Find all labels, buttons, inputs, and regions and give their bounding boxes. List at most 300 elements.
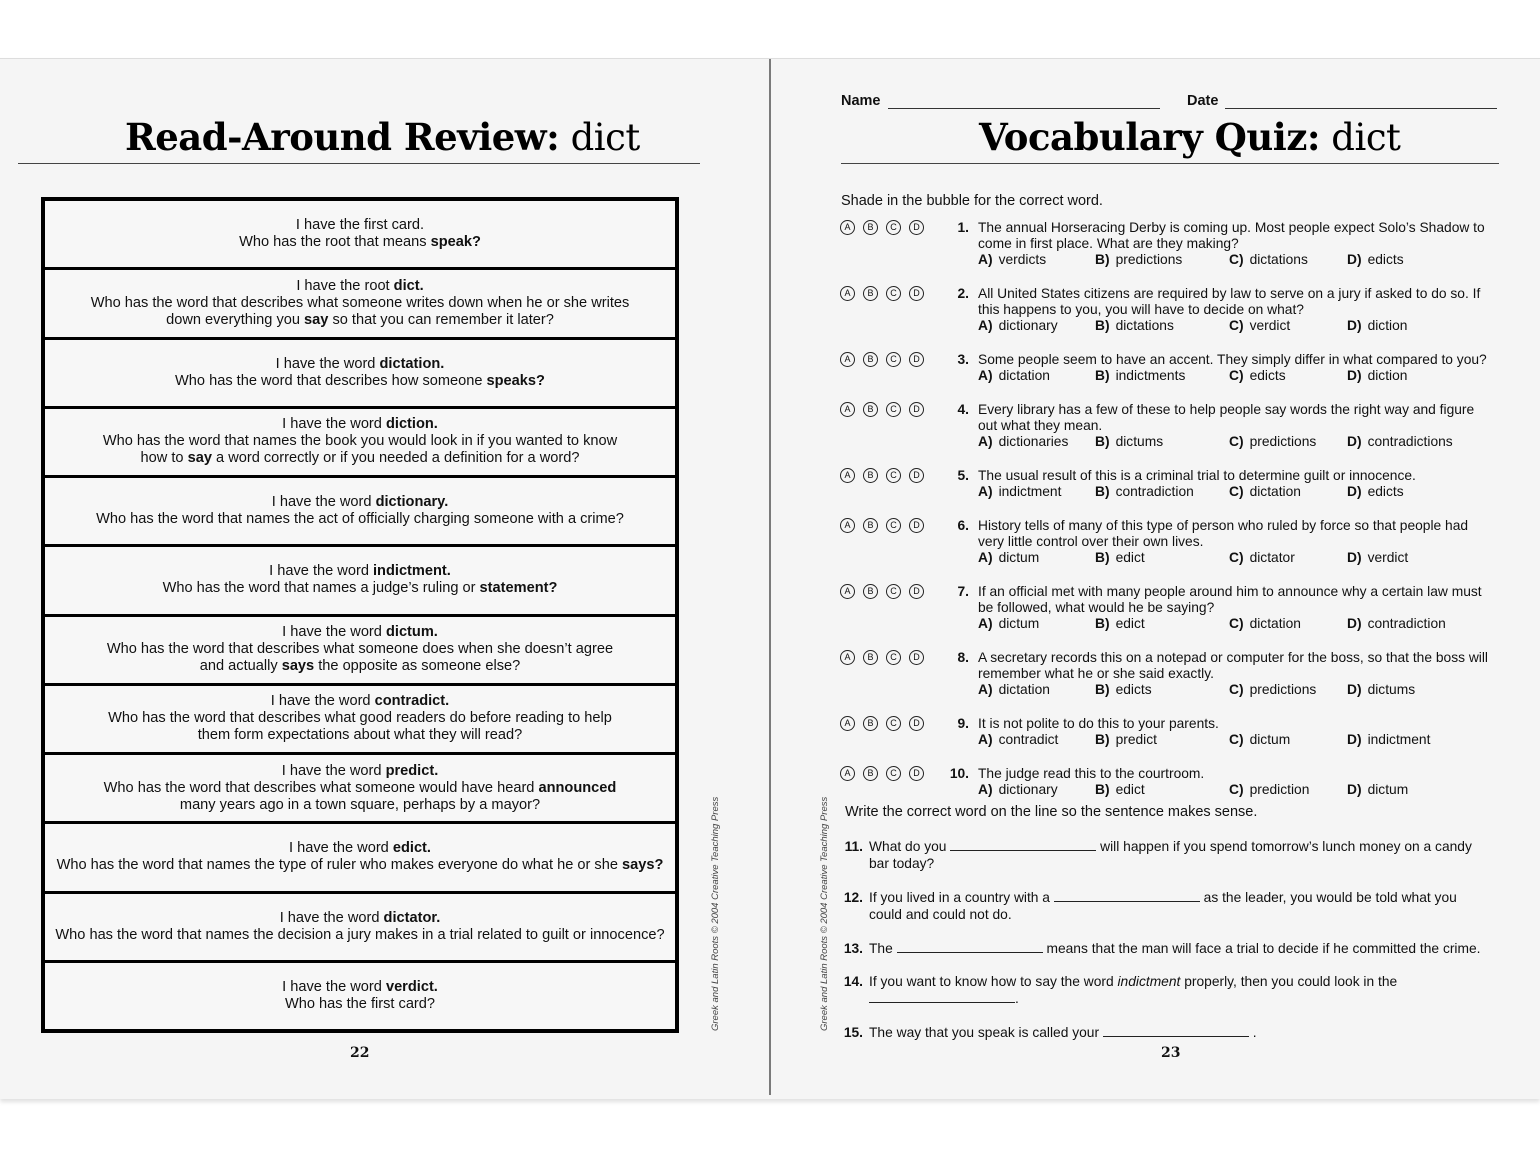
answer-blank[interactable]	[897, 940, 1043, 953]
option-word: edicts	[1249, 368, 1286, 383]
answer-option	[1347, 318, 1407, 334]
card-line	[108, 710, 612, 727]
fill-text-before: What do you	[869, 839, 947, 854]
card-line	[163, 580, 558, 597]
option-letter: D)	[1347, 732, 1362, 747]
fill-text	[869, 1024, 1489, 1041]
option-letter: D)	[1347, 434, 1362, 449]
read-around-card	[45, 894, 675, 960]
question-text: It is not polite to do this to your parents.	[978, 716, 1219, 731]
card-line	[166, 312, 554, 329]
answer-bubble[interactable]: B	[863, 716, 878, 731]
option-word: edict	[1115, 782, 1145, 797]
option-word: contradictions	[1367, 434, 1453, 449]
option-letter: B)	[1095, 484, 1110, 499]
fill-text	[869, 940, 1489, 957]
answer-bubble[interactable]: A	[840, 286, 855, 301]
option-word: dictum	[1249, 732, 1291, 747]
option-word: indictments	[1115, 368, 1186, 383]
card-keyword: announced	[538, 779, 617, 796]
answer-bubble[interactable]: D	[909, 518, 924, 533]
quiz-question	[771, 461, 1540, 511]
answer-bubble[interactable]: B	[863, 286, 878, 301]
right-page	[771, 59, 1540, 1099]
answer-option	[1229, 550, 1295, 566]
question-text: A secretary records this on a notepad or computer for the boss, so that the boss will remember what he or she said exactly.	[978, 650, 1488, 681]
option-word: dictations	[1249, 252, 1308, 267]
answer-option	[1095, 732, 1157, 748]
question-text: The judge read this to the courtroom.	[978, 766, 1205, 781]
option-word: predictions	[1249, 434, 1317, 449]
answer-bubble[interactable]: C	[886, 518, 901, 533]
answer-bubble[interactable]: C	[886, 286, 901, 301]
page-number-left: 22	[350, 1045, 370, 1061]
right-title-root: dict	[1331, 116, 1401, 159]
card-line	[107, 641, 613, 658]
fill-text-before: The	[869, 941, 893, 956]
card-line	[96, 511, 624, 528]
fill-text-after: means that the man will face a trial to decide if he committed the crime.	[1046, 941, 1481, 956]
answer-bubble[interactable]: C	[886, 352, 901, 367]
option-word: contradiction	[1115, 484, 1194, 499]
option-letter: C)	[1229, 550, 1244, 565]
answer-bubbles	[840, 286, 924, 301]
answer-bubbles	[840, 766, 924, 781]
read-around-card	[45, 824, 675, 890]
right-title-bold: Vocabulary Quiz:	[979, 115, 1321, 159]
option-word: diction	[1367, 318, 1408, 333]
card-line	[272, 494, 449, 511]
answer-blank[interactable]	[950, 838, 1096, 851]
answer-bubble[interactable]: A	[840, 584, 855, 599]
fill-number: 13.	[843, 941, 863, 956]
answer-option	[1095, 682, 1152, 698]
fill-item	[771, 889, 1540, 925]
card-keyword: statement?	[479, 580, 558, 597]
option-letter: B)	[1095, 252, 1110, 267]
option-letter: D)	[1347, 252, 1362, 267]
question-number: 8.	[957, 650, 969, 665]
answer-options	[978, 484, 1498, 500]
fill-number: 14.	[843, 974, 863, 989]
card-line	[276, 356, 445, 373]
fill-number: 15.	[843, 1025, 863, 1040]
option-word: contradiction	[1367, 616, 1446, 631]
answer-bubble[interactable]: A	[840, 766, 855, 781]
answer-bubble[interactable]: C	[886, 650, 901, 665]
quiz-question	[771, 759, 1540, 809]
card-line	[91, 295, 630, 312]
fill-text-before: If you lived in a country with a	[869, 890, 1050, 905]
left-page	[0, 59, 769, 1099]
fill-number: 12.	[843, 890, 863, 905]
answer-bubble[interactable]: D	[909, 650, 924, 665]
option-letter: C)	[1229, 368, 1244, 383]
question-number: 9.	[957, 716, 969, 731]
answer-bubble[interactable]: A	[840, 352, 855, 367]
answer-bubble[interactable]: A	[840, 468, 855, 483]
card-keyword: say	[304, 311, 329, 328]
option-letter: A)	[978, 318, 993, 333]
option-word: dictum	[998, 616, 1040, 631]
question-number: 4.	[957, 402, 969, 417]
card-keyword: dictator.	[383, 909, 441, 926]
option-letter: D)	[1347, 782, 1362, 797]
option-letter: A)	[978, 616, 993, 631]
answer-option	[978, 318, 1058, 334]
answer-option	[978, 782, 1058, 798]
card-line	[198, 727, 522, 744]
option-word: prediction	[1249, 782, 1310, 797]
option-letter: C)	[1229, 318, 1244, 333]
option-letter: A)	[978, 252, 993, 267]
question-number: 6.	[957, 518, 969, 533]
option-letter: D)	[1347, 616, 1362, 631]
card-line	[280, 910, 441, 927]
option-word: dictionaries	[998, 434, 1069, 449]
quiz-question	[771, 213, 1540, 267]
answer-options	[978, 682, 1498, 698]
answer-option	[1229, 732, 1290, 748]
card-text: I have the root	[296, 277, 394, 294]
card-line	[285, 996, 435, 1013]
answer-option	[1229, 318, 1290, 334]
answer-bubble[interactable]: C	[886, 468, 901, 483]
card-line	[103, 433, 617, 450]
option-letter: C)	[1229, 484, 1244, 499]
answer-bubble[interactable]: D	[909, 716, 924, 731]
option-word: dictations	[1115, 318, 1174, 333]
read-around-card	[45, 340, 675, 406]
answer-option	[1347, 252, 1404, 268]
quiz-question	[771, 395, 1540, 449]
answer-option	[1347, 484, 1404, 500]
answer-option	[1095, 616, 1145, 632]
option-letter: C)	[1229, 252, 1244, 267]
card-text: Who has the first card?	[284, 995, 436, 1012]
card-text: many years ago in a town square, perhaps by a mayor?	[179, 796, 541, 813]
card-text: Who has the word that names the book you would look in if you wanted to know	[102, 433, 618, 450]
card-line	[141, 450, 580, 467]
question-number: 5.	[957, 468, 969, 483]
card-text: I have the word	[279, 909, 384, 926]
read-around-cards	[41, 197, 679, 1033]
answer-option	[978, 732, 1058, 748]
answer-option	[978, 484, 1061, 500]
left-title-root: dict	[570, 116, 640, 159]
answer-bubbles	[840, 650, 924, 665]
answer-bubble[interactable]: B	[863, 402, 878, 417]
answer-bubble[interactable]: C	[886, 584, 901, 599]
card-line	[296, 217, 424, 234]
option-letter: B)	[1095, 550, 1110, 565]
card-text: I have the word	[270, 693, 375, 710]
question-text: If an official met with many people around him to announce why a certain law must be followed, what would he be saying?	[978, 584, 1482, 615]
answer-blank[interactable]	[1103, 1024, 1249, 1037]
left-page-title	[125, 115, 640, 159]
option-letter: C)	[1229, 782, 1244, 797]
card-line	[282, 416, 438, 433]
card-line	[282, 624, 438, 641]
card-keyword: says	[281, 658, 315, 675]
option-word: edicts	[1367, 484, 1404, 499]
quiz-question	[771, 279, 1540, 333]
option-letter: A)	[978, 484, 993, 499]
name-line[interactable]	[888, 108, 1160, 109]
answer-bubble[interactable]: B	[863, 468, 878, 483]
option-letter: B)	[1095, 782, 1110, 797]
fill-text	[869, 838, 1489, 872]
answer-option	[978, 682, 1050, 698]
card-keyword: speaks?	[486, 372, 545, 389]
question-text: The annual Horseracing Derby is coming up. Most people expect Solo’s Shadow to come in first place. What are they making?	[978, 220, 1485, 251]
answer-bubble[interactable]: A	[840, 220, 855, 235]
answer-bubble[interactable]: A	[840, 650, 855, 665]
quiz-instructions: Shade in the bubble for the correct word.	[841, 193, 1103, 209]
option-word: diction	[1367, 368, 1408, 383]
left-title-bold: Read-Around Review:	[125, 115, 560, 159]
question-text: The usual result of this is a criminal trial to determine guilt or innocence.	[978, 468, 1416, 483]
card-keyword: predict.	[385, 762, 439, 779]
card-text: a word correctly or if you needed a definition for a word?	[211, 450, 580, 467]
option-letter: D)	[1347, 682, 1362, 697]
answer-option	[1095, 434, 1163, 450]
answer-option	[1347, 682, 1415, 698]
option-word: dictation	[998, 368, 1050, 383]
answer-option	[1229, 434, 1316, 450]
answer-bubble[interactable]: C	[886, 220, 901, 235]
option-word: dictation	[1249, 616, 1301, 631]
fill-text-after: .	[1015, 991, 1019, 1006]
card-line	[200, 658, 521, 675]
answer-bubble[interactable]: D	[909, 352, 924, 367]
card-text: Who has the root that means	[239, 234, 431, 251]
answer-option	[1229, 682, 1316, 698]
option-letter: A)	[978, 782, 993, 797]
date-label: Date	[1187, 93, 1219, 109]
card-text: Who has the word that names the decision a jury makes in a trial related to guilt or innocence?	[55, 926, 665, 943]
card-text: I have the word	[271, 494, 376, 511]
answer-bubble[interactable]: D	[909, 220, 924, 235]
read-around-card	[45, 547, 675, 613]
card-keyword: say	[187, 450, 212, 467]
answer-bubble[interactable]: B	[863, 518, 878, 533]
option-letter: C)	[1229, 616, 1244, 631]
card-text: Who has the word that describes what someone does when she doesn’t agree	[106, 641, 614, 658]
option-word: predictions	[1249, 682, 1317, 697]
option-word: edicts	[1115, 682, 1152, 697]
question-number: 3.	[957, 352, 969, 367]
fill-item	[771, 940, 1540, 976]
answer-option	[1347, 550, 1408, 566]
right-credit: Greek and Latin Roots © 2004 Creative Teaching Press	[819, 796, 830, 1031]
fill-text-after: .	[1252, 1025, 1257, 1040]
option-word: edict	[1115, 616, 1145, 631]
answer-bubbles	[840, 716, 924, 731]
right-title-rule	[841, 163, 1499, 164]
option-letter: A)	[978, 434, 993, 449]
option-word: dictation	[1249, 484, 1301, 499]
read-around-card	[45, 755, 675, 821]
answer-options	[978, 434, 1498, 450]
card-text: Who has the word that names the act of officially charging someone with a crime?	[96, 511, 624, 528]
option-letter: A)	[978, 682, 993, 697]
answer-option	[1095, 550, 1145, 566]
read-around-card	[45, 201, 675, 267]
fill-italic-word: indictment	[1117, 974, 1181, 989]
option-letter: D)	[1347, 550, 1362, 565]
card-line	[289, 840, 431, 857]
answer-option	[1347, 434, 1453, 450]
answer-bubble[interactable]: D	[909, 468, 924, 483]
answer-blank[interactable]	[869, 990, 1015, 1003]
card-line	[271, 693, 449, 710]
answer-bubble[interactable]: D	[909, 286, 924, 301]
answer-bubble[interactable]: C	[886, 402, 901, 417]
card-text: Who has the word that describes what someone writes down when he or she writes	[90, 294, 630, 311]
option-word: dictionary	[998, 782, 1058, 797]
answer-bubble[interactable]: D	[909, 584, 924, 599]
question-number: 1.	[957, 220, 969, 235]
answer-bubbles	[840, 518, 924, 533]
fill-text	[869, 889, 1489, 923]
card-keyword: dictation.	[379, 355, 445, 372]
left-credit: Greek and Latin Roots © 2004 Creative Teaching Press	[710, 796, 721, 1031]
answer-bubble[interactable]: C	[886, 766, 901, 781]
option-word: contradict	[998, 732, 1059, 747]
answer-option	[1095, 318, 1174, 334]
left-title-rule	[18, 163, 700, 164]
fill-text	[869, 973, 1489, 1007]
card-text: I have the word	[282, 624, 386, 641]
answer-option	[1347, 616, 1446, 632]
card-text: I have the word	[275, 355, 380, 372]
quiz-question	[771, 511, 1540, 565]
card-keyword: dict.	[393, 277, 424, 294]
answer-bubbles	[840, 352, 924, 367]
fill-text-before-2: properly, then you could look in the	[1184, 974, 1398, 989]
option-letter: A)	[978, 368, 993, 383]
answer-option	[978, 252, 1046, 268]
answer-bubble[interactable]: A	[840, 716, 855, 731]
answer-bubble[interactable]: B	[863, 584, 878, 599]
read-around-card	[45, 478, 675, 544]
card-text: Who has the word that describes what good readers do before reading to help	[108, 710, 612, 727]
card-line	[175, 373, 545, 390]
fill-instructions: Write the correct word on the line so the sentence makes sense.	[845, 804, 1258, 820]
answer-options	[978, 368, 1498, 384]
answer-option	[1095, 368, 1185, 384]
answer-bubble[interactable]: A	[840, 402, 855, 417]
answer-option	[1229, 368, 1286, 384]
option-word: dictum	[998, 550, 1040, 565]
option-letter: B)	[1095, 318, 1110, 333]
fill-text-before: If you want to know how to say the word	[869, 974, 1114, 989]
card-keyword: indictment.	[373, 563, 451, 580]
option-word: dictum	[1367, 782, 1409, 797]
option-letter: B)	[1095, 732, 1110, 747]
right-page-title	[979, 115, 1400, 159]
card-text: Who has the word that names the type of ruler who makes everyone do what he or she	[56, 857, 623, 874]
answer-options	[978, 616, 1498, 632]
fill-text-after: as the leader, you would be told what you could and could not do.	[869, 890, 1457, 922]
question-text: All United States citizens are required by law to serve on a jury if asked to do so. If this happens to you, you will have to decide on what?	[978, 286, 1481, 317]
card-text: down everything you	[166, 311, 305, 328]
option-word: dictation	[998, 682, 1050, 697]
answer-options	[978, 318, 1498, 334]
card-text: I have the word	[289, 840, 393, 857]
book-spread	[0, 58, 1540, 1099]
answer-bubble[interactable]: C	[886, 716, 901, 731]
fill-text-after: will happen if you spend tomorrow’s lunch money on a candy bar today?	[869, 839, 1472, 871]
option-word: verdict	[1367, 550, 1409, 565]
option-word: predictions	[1115, 252, 1183, 267]
card-line	[239, 234, 481, 251]
fill-item	[771, 1024, 1540, 1060]
option-letter: B)	[1095, 434, 1110, 449]
answer-blank[interactable]	[1054, 889, 1200, 902]
option-letter: D)	[1347, 484, 1362, 499]
answer-bubbles	[840, 220, 924, 235]
answer-option	[978, 368, 1050, 384]
option-letter: D)	[1347, 368, 1362, 383]
card-line	[296, 278, 423, 295]
answer-option	[978, 434, 1068, 450]
answer-bubble[interactable]: B	[863, 352, 878, 367]
answer-bubbles	[840, 402, 924, 417]
card-text: Who has the word that describes how someone	[175, 372, 487, 389]
answer-option	[1229, 616, 1301, 632]
card-line	[180, 797, 540, 814]
card-keyword: contradict.	[374, 693, 450, 710]
option-word: verdicts	[998, 252, 1047, 267]
card-line	[57, 857, 664, 874]
answer-option	[1347, 782, 1408, 798]
read-around-card	[45, 963, 675, 1029]
card-line	[282, 979, 438, 996]
quiz-question	[771, 709, 1540, 759]
card-line	[282, 763, 439, 780]
answer-bubbles	[840, 584, 924, 599]
card-text: I have the word	[282, 416, 386, 433]
quiz-question	[771, 643, 1540, 697]
option-word: indictment	[1367, 732, 1431, 747]
answer-options	[978, 782, 1498, 798]
fill-number: 11.	[844, 839, 863, 854]
question-text: Some people seem to have an accent. They simply differ in what compared to you?	[978, 352, 1487, 367]
read-around-card	[45, 686, 675, 752]
answer-options	[978, 252, 1498, 268]
card-line	[104, 780, 617, 797]
answer-bubble[interactable]: D	[909, 402, 924, 417]
quiz-question	[771, 345, 1540, 395]
answer-bubble[interactable]: A	[840, 518, 855, 533]
card-line	[55, 927, 664, 944]
answer-bubble[interactable]: B	[863, 650, 878, 665]
date-line[interactable]	[1225, 108, 1497, 109]
card-text: and actually	[199, 658, 282, 675]
question-number: 10.	[949, 766, 969, 781]
option-letter: B)	[1095, 682, 1110, 697]
answer-bubble[interactable]: B	[863, 766, 878, 781]
answer-bubble[interactable]: D	[909, 766, 924, 781]
answer-bubble[interactable]: B	[863, 220, 878, 235]
option-word: dictionary	[998, 318, 1058, 333]
answer-option	[1229, 782, 1309, 798]
card-text: them form expectations about what they will read?	[197, 727, 523, 744]
card-text: how to	[140, 450, 188, 467]
answer-option	[1095, 484, 1194, 500]
